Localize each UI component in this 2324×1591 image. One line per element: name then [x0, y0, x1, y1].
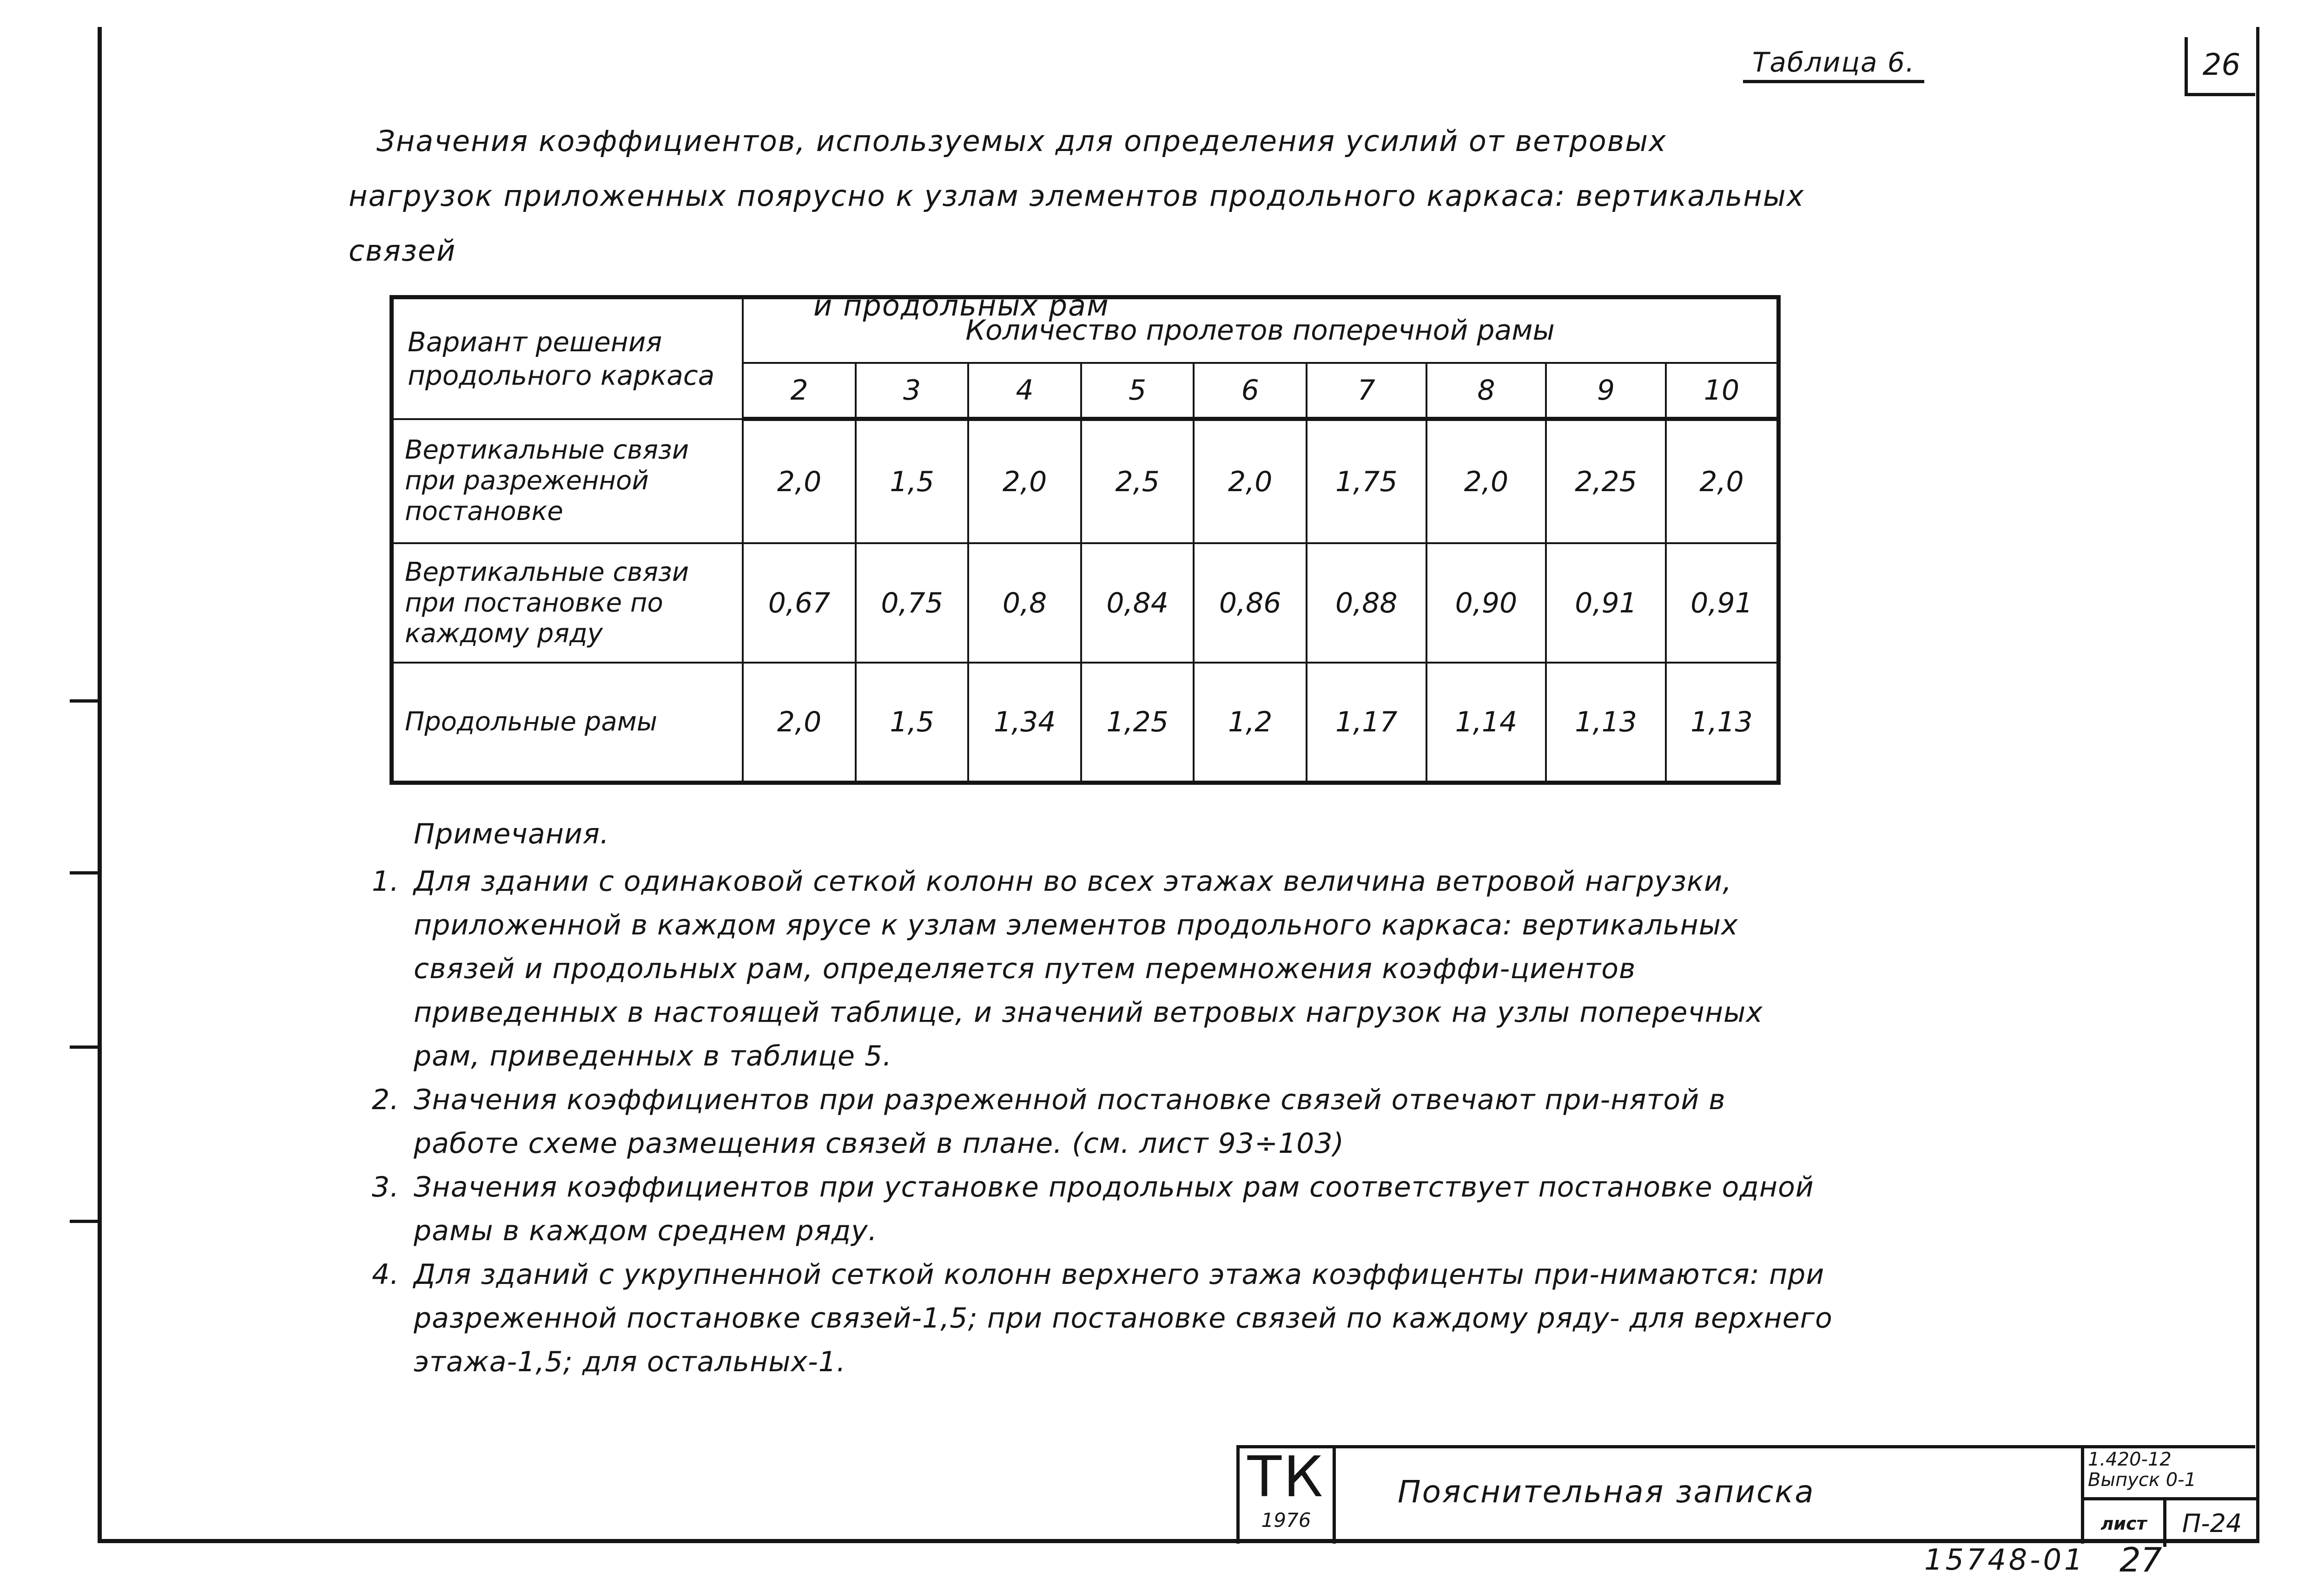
stamp-info: [2081, 1448, 2258, 1544]
sheet-value: П-24: [2182, 1509, 2242, 1538]
series-number: 1.420-12: [2088, 1449, 2172, 1470]
table-cell: 2,0: [1666, 419, 1779, 543]
note-text: Для здании с одинаковой сеткой колонн во всех этажах величина ветровой нагрузки, приложенной в каждом ярусе к узлам элементов продольного каркаса: вертикальных связей и продольных рам, определяется путем перемножения коэффи-циентов приведенных в настоящей таблице, и значений ветровых нагрузок на узлы поперечных рам, приведенных в таблице 5.: [414, 865, 1763, 1072]
title-line: нагрузок приложенных поярусно к узлам элементов продольного каркаса: вертикальных связей: [349, 179, 1805, 268]
note-number: 3.: [372, 1171, 400, 1203]
note-text: Для зданий с укрупненной сеткой колонн верхнего этажа коэффиценты при-нимаются: при разреженной постановке связей-1,5; при постановке связей по каждому ряду- для верхнего этажа-1,5; для остальных-1.: [414, 1258, 1833, 1378]
stamp-year: 1976: [1261, 1509, 1311, 1532]
margin-tick: [70, 871, 98, 874]
sheet-label: лист: [2084, 1500, 2166, 1547]
title-line: Значения коэффициентов, используемых для определения усилий от ветровых: [376, 124, 1667, 158]
tk-logo-box: [1240, 1445, 1336, 1544]
table-cell: 0,91: [1546, 543, 1666, 663]
table-cell: 2,0: [1194, 419, 1307, 543]
document-page: 27: [2119, 1540, 2162, 1579]
sheet-row: [2084, 1497, 2258, 1547]
table-cell: 2,0: [968, 419, 1081, 543]
coefficients-table: [390, 295, 1781, 785]
note-number: 1.: [372, 865, 400, 898]
table-cell: 0,90: [1426, 543, 1546, 663]
note-item: [372, 1253, 1836, 1384]
margin-tick: [70, 1045, 98, 1049]
column-header: 8: [1426, 363, 1546, 419]
table-cell: 2,0: [743, 663, 856, 782]
stamp-title: Пояснительная записка: [1398, 1474, 1815, 1510]
table-cell: 0,86: [1194, 543, 1307, 663]
table-cell: 2,25: [1546, 419, 1666, 543]
note-item: [372, 1078, 1836, 1165]
row-header: Продольные рамы: [392, 663, 743, 782]
table-cell: 0,91: [1666, 543, 1779, 663]
table-row: [392, 419, 1779, 543]
column-header: 3: [856, 363, 969, 419]
table-cell: 0,8: [968, 543, 1081, 663]
note-number: 4.: [372, 1258, 400, 1291]
table-cell: 1,5: [856, 663, 969, 782]
table-cell: 0,67: [743, 543, 856, 663]
table-cell: 0,88: [1307, 543, 1426, 663]
note-text: Значения коэффициентов при установке продольных рам соответствует постановке одной рамы в каждом среднем ряду.: [414, 1171, 1814, 1247]
row-header: Вертикальные связи при разреженной постановке: [392, 419, 743, 543]
table-cell: 2,0: [743, 419, 856, 543]
table-cell: 1,13: [1546, 663, 1666, 782]
title-line: и продольных рам: [813, 289, 1109, 322]
group-header: Количество пролетов поперечной рамы: [743, 297, 1778, 363]
tk-logo: ТК: [1247, 1445, 1325, 1510]
table-label: Таблица 6.: [1743, 46, 1924, 83]
column-header: 6: [1194, 363, 1307, 419]
document-number: 15748-01: [1924, 1543, 2086, 1577]
title-block: [1236, 1445, 2255, 1544]
column-header: 10: [1666, 363, 1779, 419]
table-cell: 1,25: [1081, 663, 1194, 782]
table-row: [392, 543, 1779, 663]
notes-heading: Примечания.: [414, 818, 609, 850]
note-item: [372, 1165, 1836, 1253]
table-cell: 1,17: [1307, 663, 1426, 782]
column-header: 9: [1546, 363, 1666, 419]
corner-header: Вариант решения продольного каркаса: [392, 297, 743, 419]
note-number: 2.: [372, 1084, 400, 1116]
table-cell: 0,84: [1081, 543, 1194, 663]
table-cell: 2,5: [1081, 419, 1194, 543]
column-header: 4: [968, 363, 1081, 419]
table-cell: 1,34: [968, 663, 1081, 782]
table-cell: 0,75: [856, 543, 969, 663]
table-cell: 1,75: [1307, 419, 1426, 543]
table-row: [392, 663, 1779, 782]
table-cell: 2,0: [1426, 419, 1546, 543]
page-number: 26: [2185, 37, 2255, 96]
note-item: [372, 860, 1836, 1078]
row-header: Вертикальные связи при постановке по каждому ряду: [392, 543, 743, 663]
table-cell: 1,2: [1194, 663, 1307, 782]
table-cell: 1,14: [1426, 663, 1546, 782]
margin-tick: [70, 699, 98, 703]
column-header: 5: [1081, 363, 1194, 419]
stamp-series: [2088, 1449, 2196, 1490]
issue-number: Выпуск 0-1: [2088, 1469, 2197, 1491]
column-header: 2: [743, 363, 856, 419]
column-header: 7: [1307, 363, 1426, 419]
table-cell: 1,13: [1666, 663, 1779, 782]
notes-section: [372, 809, 1836, 1384]
table-cell: 1,5: [856, 419, 969, 543]
note-text: Значения коэффициентов при разреженной постановке связей отвечают при-нятой в работе схеме размещения связей в плане. (см. лист 93÷103): [414, 1084, 1726, 1160]
margin-tick: [70, 1220, 98, 1223]
